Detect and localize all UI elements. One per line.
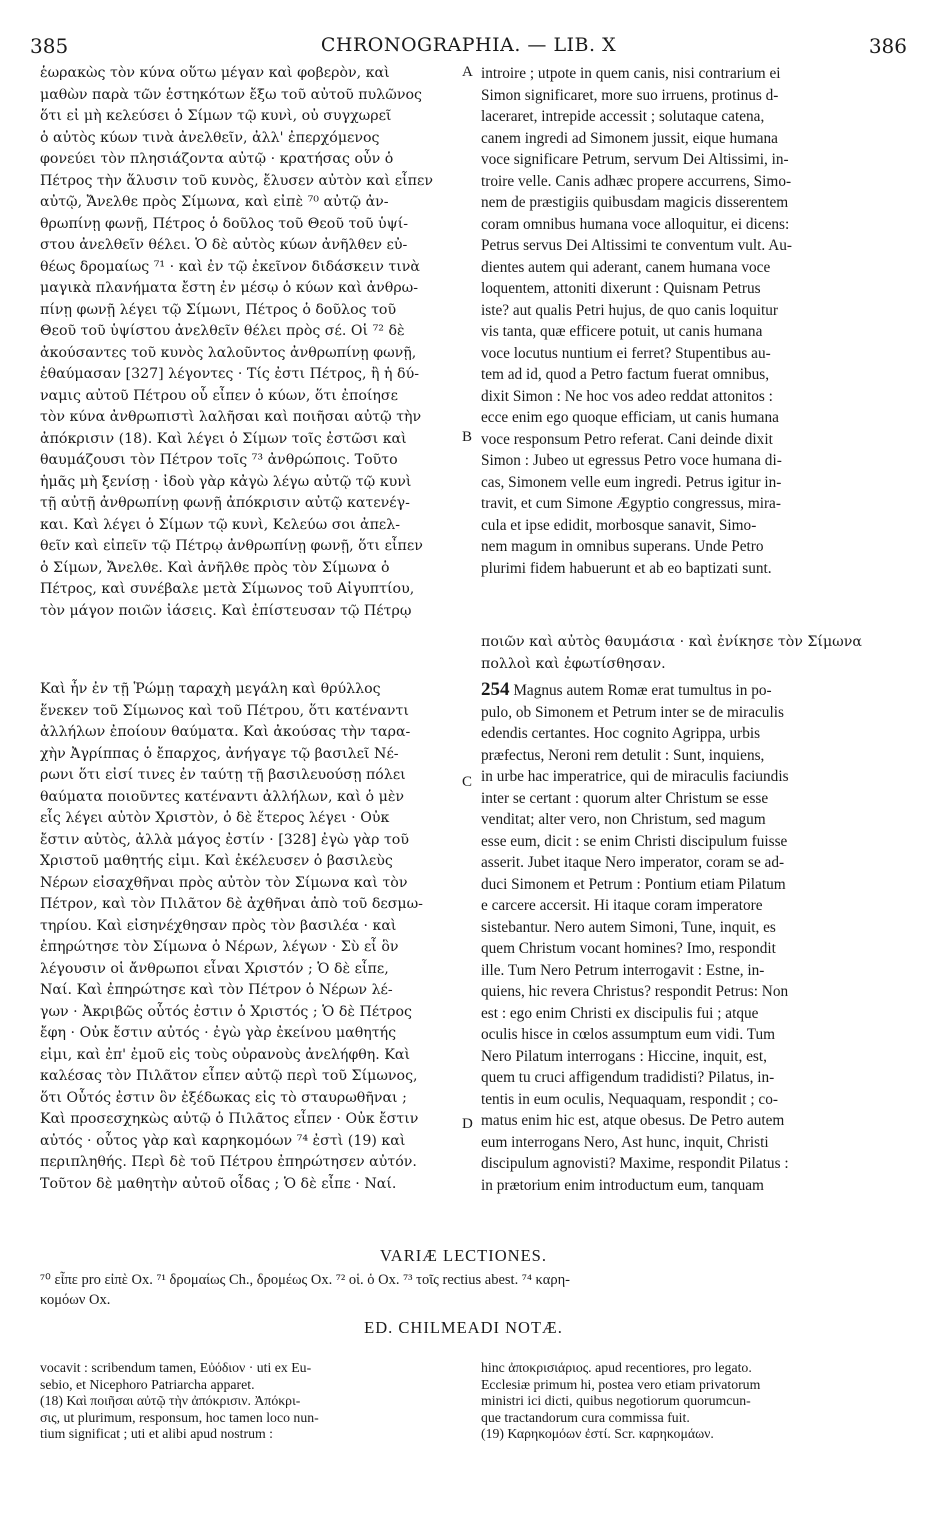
greek-col1-line: ἀκούσαντες τοῦ κυνὸς λαλοῦντος ἀνθρωπίνῃ φωνῇ,: [40, 344, 417, 361]
latin-col2-line: edendis certantes. Hoc cognito Agrippa, urbis: [481, 725, 761, 742]
greek-col1-line: ἡμᾶς μὴ ξενίσῃ · ἰδοὺ γὰρ κἀγὼ λέγω αὐτῷ τῷ κυνὶ: [40, 473, 412, 490]
latin-col1-line: dientes autem qui aderant, canem humana voce: [481, 258, 771, 276]
latin-col2-line: in prætorium enim introductum eum, tanquam: [481, 1176, 764, 1194]
greek-col2-line: Ναί. Καὶ ἐπηρώτησε καὶ τὸν Πέτρον ὁ Νέρων λέ-: [40, 982, 393, 998]
latin-col2-line: quem tu cruci affigendum tradidisti? Pilatus, in-: [481, 1069, 775, 1086]
latin-col2-line: venditat; alter vero, non Christum, sed magum: [481, 811, 766, 828]
latin-col1-line: dixit Simon : Ne hoc vos adeo reddat attonitos :: [481, 387, 773, 405]
notes-left-line: sebio, et Nicephoro Patriarcha apparet.: [40, 1376, 255, 1392]
greek-col2-line: Καὶ προσεσχηκὼς αὐτῷ ὁ Πιλᾶτος εἶπεν · Οὐκ ἔστιν: [40, 1111, 419, 1127]
notes-right-line: Ecclesiæ primum hi, postea vero etiam privatorum: [481, 1376, 761, 1392]
latin-col2-line: discipulum agnovisti? Maxime, respondit Pilatus :: [481, 1155, 789, 1172]
greek-col2-line: αὐτός · οὗτος γὰρ καὶ καρηκομόων ⁷⁴ ἐστὶ (19) καὶ: [40, 1132, 406, 1149]
greek-col1-line: θεῖν καὶ εἰπεῖν τῷ Πέτρῳ ἀνθρωπίνῃ φωνῇ, ὅτι εἶπεν: [40, 538, 423, 554]
cross-line-2: πολλοὶ καὶ ἐφωτίσθησαν.: [481, 655, 666, 672]
latin-first-line: Magnus autem Romæ erat tumultus in po-: [513, 682, 772, 699]
margin-letter-a: A: [462, 64, 473, 80]
greek-col1-line: τῇ αὐτῇ ἀνθρωπίνῃ φωνῇ ἀπόκρισιν αὐτῷ κατενέγ-: [40, 495, 410, 511]
latin-col2-line: duci Simonem et Petrum : Pontium etiam Pilatum: [481, 875, 786, 893]
latin-col1-line: troire velle. Canis adhæc propere accurrens, Simo-: [481, 172, 792, 190]
section-number: 254: [481, 679, 510, 700]
latin-col2-line: quiens, hic revera Christus? respondit Petrus: Non: [481, 983, 789, 1000]
greek-col1-line: τὸν κύνα ἀνθρωπιστὶ λαλῆσαι καὶ ποιῆσαι αὐτῷ τὴν: [40, 409, 422, 425]
variae-line-2: κομόων Ox.: [40, 1292, 111, 1308]
greek-column-top: [40, 63, 458, 622]
greek-column-bottom: [40, 679, 458, 1195]
latin-col1-line: voce responsum Petro referat. Cani deinde dixit: [481, 430, 773, 448]
greek-col2-line: Χριστοῦ μαθητής εἰμι. Καὶ ἐκέλευσεν ὁ βασιλεὺς: [40, 853, 393, 869]
greek-col1-line: ὁ αὐτὸς κύων τινὰ ἀνελθεῖν, ἀλλ' ἐπερχόμενος: [40, 129, 380, 146]
margin-letter-c: C: [462, 774, 473, 790]
latin-col2-line: quem Christum vocant homines? Imo, respondit: [481, 940, 776, 957]
greek-col1-line: μαγικὰ πλανήματα ἔστη ἐν μέσῳ ὁ κύων καὶ ἀνθρω-: [40, 280, 419, 296]
latin-col1-line: nem de præstigiis quibusdam magicis disserentem: [481, 194, 789, 211]
latin-col1-line: voce significare Petrum, servum Dei Altissimi, in-: [481, 151, 789, 168]
page-number-right: 386: [868, 34, 907, 58]
latin-col1-line: Simon significaret, more suo irruens, protinus d-: [481, 86, 779, 104]
latin-col2-line: asserit. Jubet itaque Nero imperator, coram se ad-: [481, 854, 785, 871]
latin-col1-line: canem ingredi ad Simonem jussit, eique humana: [481, 129, 778, 147]
latin-col1-line: plurimi fidem habuerunt et ab eo baptizati sunt.: [481, 559, 772, 577]
greek-col1-line: και. Καὶ λέγει ὁ Σίμων τῷ κυνὶ, Κελεύω σοι ἀπελ-: [40, 516, 401, 533]
greek-col2-line: ἔφη · Οὐκ ἔστιν αὐτός · ἐγὼ γὰρ ἐκείνου μαθητής: [40, 1025, 397, 1041]
greek-col1-line: φονεύει τὸν πλησιάζοντα αὐτῷ · κρατήσας οὖν ὁ: [40, 151, 394, 167]
latin-col1-line: tem ad id, quod a Petro factum fuerat omnibus,: [481, 366, 770, 383]
variae-line-1: ⁷⁰ εἶπε pro εἰπὲ Ox. ⁷¹ δρομαίως Ch., δρομέως Ox. ⁷² οἱ. ὁ Ox. ⁷³ τοῖς rectius abest. ⁷⁴ καρη-: [40, 1272, 570, 1288]
latin-column-bottom: [481, 679, 893, 1196]
latin-col1-line: loquentem, attoniti dixerunt : Quisnam Petrus: [481, 280, 761, 297]
greek-col2-line: γων · Ἀκριβῶς οὗτός ἐστιν ὁ Χριστός ; Ὁ δὲ Πέτρος: [40, 1003, 412, 1020]
greek-col1-line: αὐτῷ, Ἄνελθε πρὸς Σίμωνα, καὶ εἰπὲ ⁷⁰ αὐτῷ ἀν-: [40, 194, 389, 210]
greek-col2-line: Τοῦτον δὲ μαθητὴν αὐτοῦ οἶδας ; Ὁ δὲ εἶπε · Ναί.: [40, 1175, 397, 1192]
greek-col2-line: λέγουσιν οἱ ἄνθρωποι εἶναι Χριστόν ; Ὁ δὲ εἶπε,: [40, 960, 389, 977]
greek-col1-line: ὅτι εἰ μὴ κελεύσει ὁ Σίμων τῷ κυνὶ, οὐ συγχωρεῖ: [40, 108, 392, 124]
latin-col1-line: introire ; utpote in quem canis, nisi contrarium ei: [481, 65, 781, 82]
greek-col2-line: ἐπηρώτησε τὸν Σίμωνα ὁ Νέρων, λέγων · Σὺ εἶ ὃν: [40, 939, 399, 955]
greek-col1-line: ἐθαύμασαν [327] λέγοντες · Τίς ἐστι Πέτρος, ἢ ἡ δύ-: [40, 366, 419, 382]
latin-col2-line: sistebantur. Nero autem Simoni, Tune, inquit, es: [481, 918, 776, 936]
greek-col1-line: τὸν μάγον ποιῶν ἰάσεις. Καὶ ἐπίστευσαν τῷ Πέτρῳ: [40, 602, 412, 619]
greek-col2-line: ὅτι Οὗτός ἐστιν ὃν ἐξέδωκας εἰς τὸ σταυρωθῆναι ;: [40, 1089, 407, 1106]
greek-col1-line: θρωπίνῃ φωνῇ, Πέτρος ὁ δοῦλος τοῦ Θεοῦ τοῦ ὑψί-: [40, 215, 409, 232]
notes-right-line: (19) Καρηκομόων ἐστί. Scr. καρηκομάων.: [481, 1426, 714, 1441]
greek-col1-line: στου ἀνελθεῖν θέλει. Ὁ δὲ αὐτὸς κύων ἀνῆλθεν εὐ-: [40, 237, 408, 253]
latin-col2-line: tentis in eum oculis, Nequaquam, respondit ; co-: [481, 1090, 778, 1108]
latin-col1-line: laceraret, intrepide accessit ; solutaque catena,: [481, 108, 765, 125]
greek-col1-line: Πέτρος, καὶ συνέβαλε μετὰ Σίμωνος τοῦ Αἰγυπτίου,: [40, 581, 415, 597]
latin-para-start: [481, 679, 893, 702]
greek-col2-line: εἰμι, καὶ ἐπ' ἐμοῦ εἰς τοὺς οὐρανοὺς ἀνελήφθη. Καὶ: [40, 1046, 411, 1063]
latin-col1-line: cula et ipse edidit, morbosque sanavit, Simo-: [481, 516, 757, 534]
greek-col1-line: θαυμάζουσι τὸν Πέτρον τοῖς ⁷³ ἀνθρώποις. Τοῦτο: [40, 452, 398, 468]
page-number-left: 385: [30, 34, 69, 58]
variae-lectiones-title: VARIÆ LECTIONES.: [380, 1246, 547, 1265]
latin-col1-line: ecce enim ego quoque efficiam, ut canis humana: [481, 409, 779, 426]
greek-col1-line: θέως δρομαίως ⁷¹ · καὶ ἐν τῷ ἐκεῖνον διδάσκειν τινὰ: [40, 258, 420, 275]
latin-col1-line: cas, Simonem velle eum ingredi. Petrus igitur in-: [481, 473, 782, 491]
latin-col2-line: in urbe hac imperatrice, qui de miraculis faciundis: [481, 768, 789, 785]
greek-col2-line: θαύματα ποιοῦντες κατέναντι ἀλλήλων, καὶ ὁ μὲν: [40, 788, 405, 805]
latin-col2-line: Nero Pilatum interrogans : Hiccine, inquit, est,: [481, 1047, 767, 1065]
notes-left-line: σις, ut plurimum, responsum, hoc tamen loco nun-: [40, 1409, 319, 1425]
notes-right-line: hinc ἀποκρισιάριος. apud recentiores, pro legato.: [481, 1360, 752, 1375]
greek-col1-line: πίνῃ φωνῇ λέγει τῷ Σίμωνι, Πέτρος ὁ δοῦλος τοῦ: [40, 301, 397, 318]
greek-col1-line: ὁ Σίμων, Ἄνελθε. Καὶ ἀνῆλθε πρὸς τὸν Σίμωνα ὁ: [40, 559, 390, 576]
cross-line-1: ποιῶν καὶ αὐτὸς θαυμάσια · καὶ ἐνίκησε τὸν Σίμωνα: [481, 634, 862, 650]
cross-column-text: [40, 632, 893, 675]
notes-right-line: ministri ici dicti, quibus negotiorum quorumcun-: [481, 1393, 751, 1408]
greek-col1-line: ναμις αὐτοῦ Πέτρου οὗ εἶπεν ὁ κύων, ὅτι ἐποίησε: [40, 387, 398, 404]
notes-left-line: tium significat ; uti et alibi apud nostrum :: [40, 1426, 273, 1441]
latin-col1-line: travit, et cum Simone Ægyptio congressus, mira-: [481, 495, 781, 512]
latin-col2-line: matus enim hic est, atque obesus. De Petro autem: [481, 1112, 785, 1129]
greek-col2-line: καλέσας τὸν Πιλᾶτον εἶπεν αὐτῷ περὶ τοῦ Σίμωνος,: [40, 1068, 418, 1084]
notes-title: ED. CHILMEADI NOTÆ.: [364, 1318, 563, 1337]
latin-col1-line: voce locutus nuntium ei ferret? Stupentibus au-: [481, 344, 771, 362]
latin-col1-line: Petrus servus Dei Altissimi te conventum vult. Au-: [481, 237, 793, 254]
margin-letter-b: B: [462, 429, 473, 445]
greek-col2-line: Νέρων εἰσαχθῆναι πρὸς αὐτὸν τὸν Σίμωνα καὶ τὸν: [40, 874, 408, 891]
margin-letter-d: D: [462, 1116, 473, 1132]
latin-col2-line: inter se certant : quorum alter Christum se esse: [481, 789, 769, 807]
latin-col1-line: vis tanta, quæ efficere potuit, ut canis humana: [481, 323, 763, 340]
greek-col2-line: Πέτρον, καὶ τὸν Πιλᾶτον δὲ ἀχθῆναι ἀπὸ τοῦ δεσμω-: [40, 896, 423, 912]
greek-col1-line: Θεοῦ τοῦ ὑψίστου ἀνελθεῖν θέλει πρὸς σέ. Οἱ ⁷² δὲ: [40, 323, 405, 339]
latin-col2-line: oculis hisce in cœlos assumptum eum vidi. Tum: [481, 1026, 776, 1043]
latin-col1-line: coram omnibus humana voce alloquitur, ei dicens:: [481, 215, 790, 233]
latin-col2-line: esse eum, dicit : se enim Christi discipulum fuisse: [481, 832, 788, 850]
latin-col1-line: iste? aut qualis Petri hujus, de quo canis loquitur: [481, 301, 778, 319]
greek-col2-line: περιπληθής. Περὶ δὲ τοῦ Πέτρου ἐπηρώτησεν αὐτόν.: [40, 1154, 417, 1170]
latin-col1-line: Simon : Jubeo ut egressus Petro voce humana di-: [481, 452, 782, 469]
greek-col1-line: ἀπόκρισιν (18). Καὶ λέγει ὁ Σίμων τοῖς ἐστῶσι καὶ: [40, 430, 407, 447]
latin-col2-line: ille. Tum Nero Petrum interrogavit : Estne, in-: [481, 961, 765, 979]
latin-column-top: [481, 63, 893, 579]
greek-col2-line: χὴν Ἀγρίππας ὁ ἔπαρχος, ἀνήγαγε τῷ βασιλεῖ Νέ-: [40, 745, 399, 762]
latin-col2-line: eum interrogans Nero, Ast hunc, inquit, Christi: [481, 1133, 769, 1151]
latin-col2-line: est : ego enim Christi ex discipulis fui ; atque: [481, 1004, 759, 1022]
greek-col1-line: Πέτρος τὴν ἅλυσιν τοῦ κυνὸς, ἔλυσεν αὐτὸν καὶ εἶπεν: [40, 172, 433, 189]
running-header: [30, 34, 907, 60]
greek-col2-line: ρωνι ὅτι εἰσί τινες ἐν ταύτῃ τῇ βασιλευούσῃ πόλει: [40, 767, 406, 783]
notes-left-line: vocavit : scribendum tamen, Εὐόδιον · uti ex Eu-: [40, 1360, 312, 1375]
greek-col1-line: μαθὼν παρὰ τῶν ἑστηκότων ἔξω τοῦ αὐτοῦ πυλῶνος: [40, 86, 422, 103]
latin-col1-line: nem magum in omnibus superans. Unde Petro: [481, 538, 764, 555]
greek-col2-line: Καὶ ἦν ἐν τῇ Ῥώμῃ ταραχὴ μεγάλη καὶ θρύλλος: [40, 681, 381, 697]
notes-right-column: [481, 1360, 893, 1443]
greek-col2-line: ἕνεκεν τοῦ Σίμωνος καὶ τοῦ Πέτρου, ὅτι κατέναντι: [40, 702, 409, 719]
latin-col2-line: e carcere accersit. Hi itaque coram imperatore: [481, 897, 763, 914]
notes-left-column: [40, 1360, 458, 1443]
latin-col2-line: pulo, ob Simonem et Petrum inter se de miraculis: [481, 703, 784, 721]
variae-lectiones: [40, 1270, 893, 1310]
greek-col1-line: ἑωρακὼς τὸν κύνα οὕτω μέγαν καὶ φοβερὸν, καὶ: [40, 65, 390, 81]
running-title: CHRONOGRAPHIA. — LIB. X: [320, 34, 617, 56]
notes-left-line: (18) Καὶ ποιῆσαι αὐτῷ τὴν ἀπόκρισιν. Ἀπόκρι-: [40, 1393, 301, 1408]
greek-col2-line: εἷς λέγει αὐτὸν Χριστὸν, ὁ δὲ ἕτερος λέγει · Οὐκ: [40, 810, 390, 826]
greek-col2-line: ἔστιν αὐτὸς, ἀλλὰ μάγος ἐστίν · [328] ἐγὼ γὰρ τοῦ: [40, 831, 409, 848]
notes-right-line: que tractandorum cura commissa fuit.: [481, 1409, 690, 1425]
latin-col2-line: præfectus, Neroni rem detulit : Sunt, inquiens,: [481, 746, 765, 764]
greek-col2-line: τηρίου. Καὶ εἰσηνέχθησαν πρὸς τὸν βασιλέα · καὶ: [40, 917, 397, 934]
greek-col2-line: ἀλλήλων ἐποίουν θαύματα. Καὶ ἀκούσας τὴν ταρα-: [40, 724, 411, 740]
